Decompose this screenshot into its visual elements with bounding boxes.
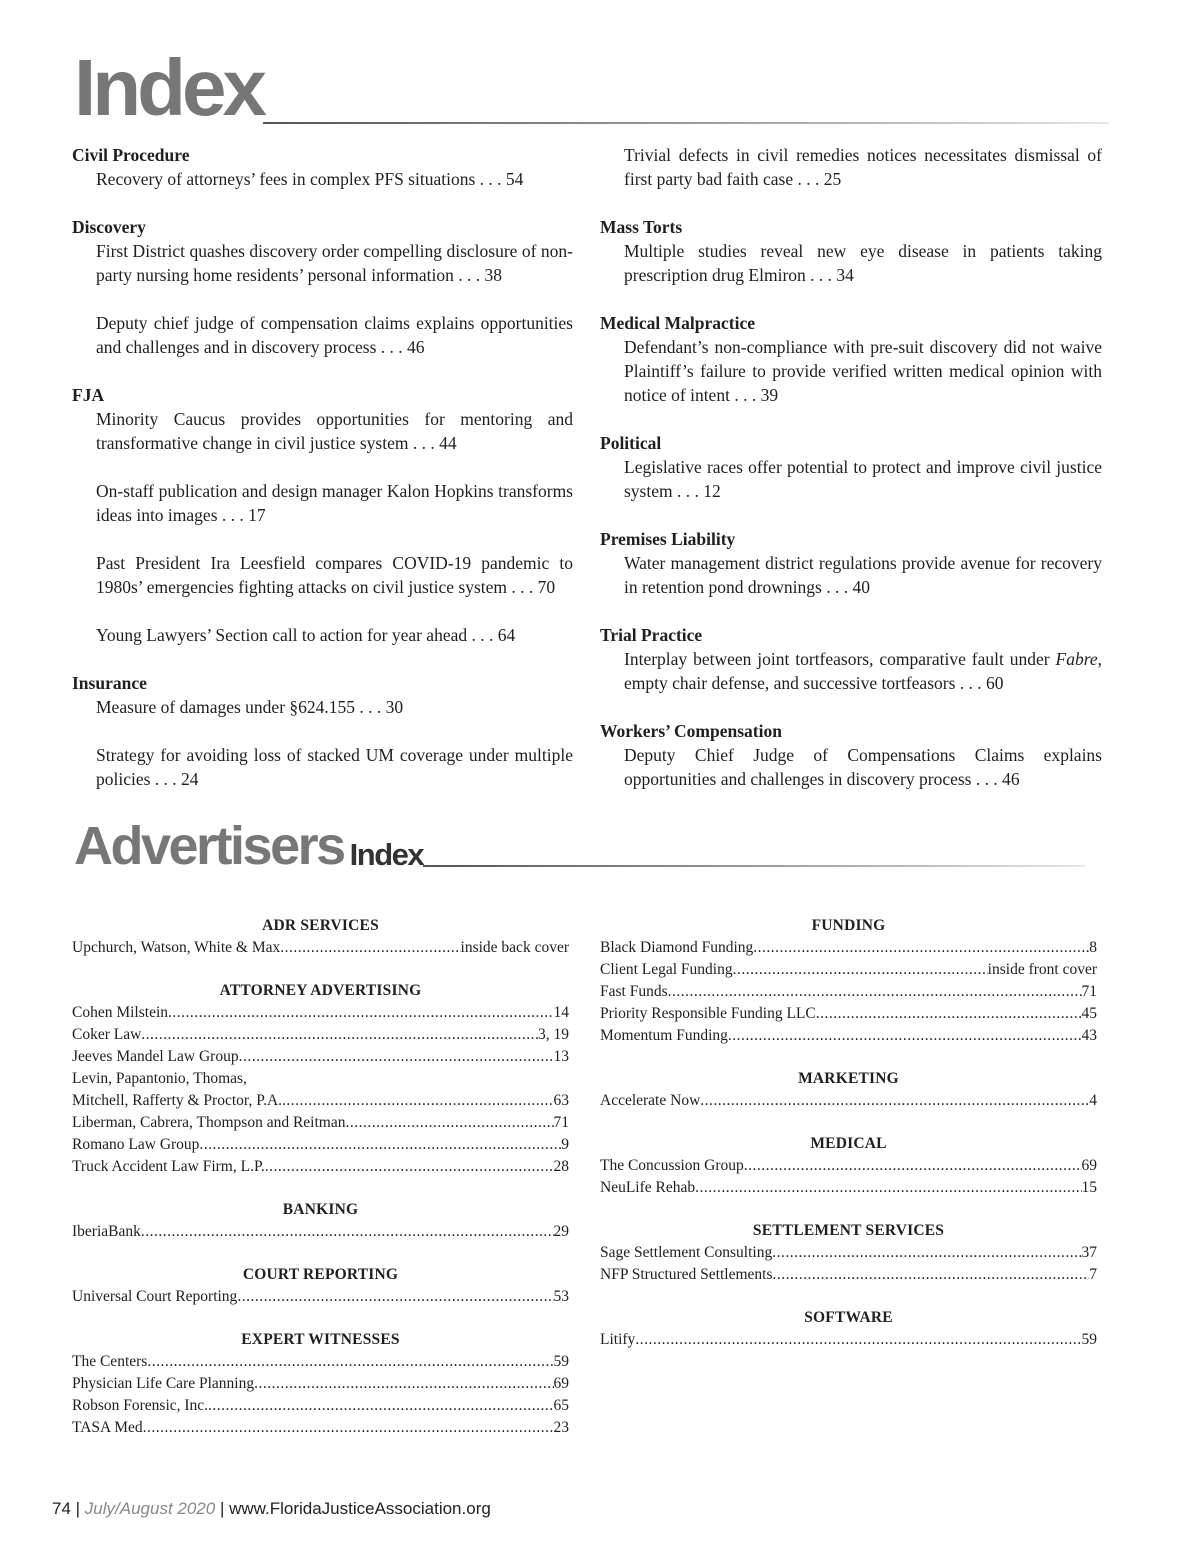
advertiser-name: Universal Court Reporting — [72, 1288, 238, 1305]
advertiser-row — [600, 959, 1097, 981]
advertiser-row — [600, 1329, 1097, 1351]
advertiser-name: Cohen Milstein — [72, 1004, 169, 1021]
dot-leader — [143, 1417, 554, 1439]
advertiser-name: Truck Accident Law Firm, L.P. — [72, 1158, 265, 1175]
advertisers-left-column — [72, 915, 569, 1460]
advertiser-page: 65 — [553, 1397, 569, 1414]
index-category — [600, 143, 1102, 191]
index-entry-text: Deputy Chief Judge of Compensations Claims explains opportunities and challenges in discovery process . . . 46 — [624, 745, 1102, 789]
advertiser-page: 28 — [553, 1158, 569, 1175]
index-entry-text: Strategy for avoiding loss of stacked UM coverage under multiple policies . . . 24 — [96, 745, 573, 789]
index-entry-text: Water management district regulations provide avenue for recovery in retention pond drownings . . . 40 — [624, 553, 1102, 597]
index-category — [600, 431, 1102, 503]
issue-date: July/August 2020 — [84, 1499, 216, 1518]
index-entry — [72, 623, 573, 647]
footer-separator: | — [215, 1499, 230, 1518]
index-entry-text: Past President Ira Leesfield compares COVID-19 pandemic to 1980s’ emergencies fighting attacks on civil justice system . . . 70 — [96, 553, 573, 597]
advertiser-page: 43 — [1081, 1027, 1097, 1044]
advertiser-category-heading: COURT REPORTING — [242, 1266, 399, 1283]
index-title: Index — [74, 43, 263, 132]
index-right-column — [600, 143, 1102, 815]
index-entry — [600, 335, 1102, 407]
dot-leader — [700, 1090, 1089, 1112]
advertiser-row — [72, 1373, 569, 1395]
index-category — [600, 311, 1102, 407]
advertisers-title: Advertisers — [74, 816, 344, 876]
advertiser-category — [600, 1220, 1097, 1286]
advertiser-page: 59 — [1081, 1331, 1097, 1348]
advertiser-category-heading: ATTORNEY ADVERTISING — [219, 982, 422, 999]
index-entry-text: Measure of damages under §624.155 . . . 30 — [96, 697, 404, 717]
dot-leader — [265, 1156, 554, 1178]
index-category-heading: Discovery — [72, 217, 146, 237]
advertiser-page: 63 — [553, 1092, 569, 1109]
website-link[interactable]: www.FloridaJusticeAssociation.org — [229, 1499, 491, 1518]
index-category-heading: FJA — [72, 385, 105, 405]
advertiser-category-heading: BANKING — [282, 1201, 359, 1218]
index-category — [600, 719, 1102, 791]
advertiser-row — [72, 1024, 569, 1046]
advertiser-category — [72, 1199, 569, 1243]
index-entry-text: Trivial defects in civil remedies notices necessitates dismissal of first party bad faith case . . . 25 — [624, 145, 1102, 189]
dot-leader — [199, 1134, 561, 1156]
advertiser-category-heading: EXPERT WITNESSES — [241, 1331, 400, 1348]
advertiser-row — [72, 1134, 569, 1156]
index-entry-text: Young Lawyers’ Section call to action for year ahead . . . 64 — [96, 625, 516, 645]
advertiser-name: Levin, Papantonio, Thomas, — [72, 1070, 247, 1087]
index-entry — [72, 239, 573, 287]
index-category — [600, 215, 1102, 287]
page-number: 74 — [52, 1499, 71, 1518]
advertiser-page: 9 — [561, 1136, 569, 1153]
advertiser-name: Black Diamond Funding — [600, 939, 754, 956]
advertiser-row — [72, 937, 569, 959]
index-category-heading: Mass Torts — [600, 217, 683, 237]
advertiser-row — [72, 1068, 569, 1090]
dot-leader — [728, 1025, 1082, 1047]
advertiser-page: 8 — [1089, 939, 1097, 956]
index-entry-text: Defendant’s non-compliance with pre-suit discovery did not waive Plaintiff’s failure to provide verified written medical opinion with notice of intent . . . 39 — [624, 337, 1102, 405]
index-category — [600, 527, 1102, 599]
advertiser-page: 14 — [553, 1004, 569, 1021]
advertiser-category — [600, 915, 1097, 1047]
advertiser-name: NeuLife Rehab — [600, 1179, 696, 1196]
index-entry-text: Deputy chief judge of compensation claims explains opportunities and challenges and in discovery process . . . 46 — [96, 313, 573, 357]
index-category — [72, 383, 573, 647]
advertiser-category — [72, 1329, 569, 1439]
index-entry — [600, 239, 1102, 287]
advertiser-category-heading: MARKETING — [798, 1070, 899, 1087]
advertiser-name: Priority Responsible Funding LLC — [600, 1005, 816, 1022]
advertiser-name: The Concussion Group — [600, 1157, 744, 1174]
footer-separator: | — [70, 1499, 85, 1518]
advertiser-row — [72, 1156, 569, 1178]
advertiser-row — [72, 1221, 569, 1243]
advertiser-row — [600, 1264, 1097, 1286]
advertiser-name: NFP Structured Settlements — [600, 1266, 773, 1283]
dot-leader — [147, 1351, 553, 1373]
advertiser-page: 45 — [1081, 1005, 1097, 1022]
index-entry — [72, 407, 573, 455]
advertiser-row — [600, 1025, 1097, 1047]
index-category-heading: Workers’ Compensation — [600, 721, 782, 741]
advertiser-page: 37 — [1081, 1244, 1097, 1261]
advertiser-name: Client Legal Funding — [600, 961, 733, 978]
dot-leader — [345, 1112, 553, 1134]
index-title-rule — [263, 122, 1109, 124]
advertiser-category — [600, 1068, 1097, 1112]
advertiser-page: 71 — [1081, 983, 1097, 1000]
dot-leader — [635, 1329, 1081, 1351]
advertiser-name: Upchurch, Watson, White & Max — [72, 939, 281, 956]
advertiser-row — [72, 1351, 569, 1373]
dot-leader — [772, 1242, 1081, 1264]
index-title-row — [74, 43, 1109, 132]
advertiser-page: 29 — [553, 1223, 569, 1240]
advertiser-category-heading: ADR SERVICES — [262, 917, 379, 934]
advertiser-category — [600, 1133, 1097, 1199]
advertiser-page: 15 — [1081, 1179, 1097, 1196]
advertiser-name: Fast Funds — [600, 983, 668, 1000]
index-left-column — [72, 143, 573, 815]
index-entry-text: First District quashes discovery order compelling disclosure of non-party nursing home residents’ personal information . . . 38 — [96, 241, 573, 285]
advertisers-right-column — [600, 915, 1097, 1372]
index-category-heading: Medical Malpractice — [600, 313, 756, 333]
advertiser-row — [600, 1003, 1097, 1025]
advertiser-category — [72, 1264, 569, 1308]
advertiser-category-heading: SETTLEMENT SERVICES — [752, 1222, 945, 1239]
index-entry — [600, 743, 1102, 791]
dot-leader — [280, 937, 460, 959]
advertiser-name: Liberman, Cabrera, Thompson and Reitman — [72, 1114, 346, 1131]
advertiser-category-heading: SOFTWARE — [804, 1309, 893, 1326]
advertiser-name: The Centers — [72, 1353, 148, 1370]
advertiser-row — [72, 1395, 569, 1417]
dot-leader — [168, 1002, 553, 1024]
index-category-heading: Insurance — [72, 673, 147, 693]
index-category — [72, 215, 573, 359]
index-category-heading: Civil Procedure — [72, 145, 190, 165]
dot-leader — [208, 1395, 553, 1417]
index-entry — [72, 311, 573, 359]
advertiser-name: Robson Forensic, Inc. — [72, 1397, 209, 1414]
advertiser-name: Momentum Funding — [600, 1027, 728, 1044]
advertiser-row — [600, 1090, 1097, 1112]
index-category — [600, 623, 1102, 695]
advertiser-page: 53 — [553, 1288, 569, 1305]
index-entry — [72, 743, 573, 791]
index-entry-text: On-staff publication and design manager Kalon Hopkins transforms ideas into images . . . 17 — [96, 481, 573, 525]
advertiser-name: Litify — [600, 1331, 636, 1348]
advertiser-name: Romano Law Group — [72, 1136, 200, 1153]
index-entry — [600, 551, 1102, 599]
index-entry-text: Minority Caucus provides opportunities for mentoring and transformative change in civil justice system . . . 44 — [96, 409, 573, 453]
advertiser-name: Accelerate Now — [600, 1092, 701, 1109]
index-entry — [72, 479, 573, 527]
advertiser-page: 3, 19 — [538, 1026, 569, 1043]
advertiser-row — [600, 1242, 1097, 1264]
advertiser-category — [72, 980, 569, 1178]
index-category — [72, 143, 573, 191]
dot-leader — [141, 1221, 554, 1243]
index-category-heading: Trial Practice — [600, 625, 703, 645]
index-entry — [72, 167, 573, 191]
index-entry-text: , empty chair defense, and successive tortfeasors . . . 60 — [624, 649, 1102, 693]
advertiser-page: 59 — [553, 1353, 569, 1370]
advertiser-category-heading: MEDICAL — [810, 1135, 887, 1152]
advertiser-row — [72, 1046, 569, 1068]
advertiser-page: 4 — [1089, 1092, 1097, 1109]
dot-leader — [254, 1373, 553, 1395]
advertiser-row — [600, 1177, 1097, 1199]
dot-leader — [733, 959, 988, 981]
advertiser-row — [72, 1417, 569, 1439]
dot-leader — [668, 981, 1082, 1003]
index-entry — [72, 695, 573, 719]
advertiser-page: 23 — [553, 1419, 569, 1436]
index-entry-text: Multiple studies reveal new eye disease in patients taking prescription drug Elmiron . . . 34 — [624, 241, 1102, 285]
advertiser-category-heading: FUNDING — [811, 917, 886, 934]
index-category — [72, 671, 573, 791]
advertiser-name: Sage Settlement Consulting — [600, 1244, 773, 1261]
advertiser-row — [600, 981, 1097, 1003]
advertiser-row — [72, 1286, 569, 1308]
dot-leader — [282, 1090, 553, 1112]
advertisers-subtitle: Index — [349, 837, 424, 872]
index-entry-italic: Fabre — [1055, 649, 1098, 669]
dot-leader — [239, 1046, 554, 1068]
advertiser-row — [600, 937, 1097, 959]
index-entry — [600, 455, 1102, 503]
advertiser-category — [600, 1307, 1097, 1351]
index-category-heading: Political — [600, 433, 662, 453]
advertiser-page: 7 — [1089, 1266, 1097, 1283]
page-footer — [52, 1499, 491, 1519]
dot-leader — [141, 1024, 538, 1046]
advertiser-row — [72, 1002, 569, 1024]
advertiser-name: TASA Med — [72, 1419, 143, 1436]
advertiser-name: Jeeves Mandel Law Group — [72, 1048, 239, 1065]
dot-leader — [237, 1286, 553, 1308]
index-entry-text: Recovery of attorneys’ fees in complex PFS situations . . . 54 — [96, 169, 524, 189]
advertiser-row — [72, 1090, 569, 1112]
dot-leader — [773, 1264, 1090, 1286]
advertisers-title-rule — [423, 865, 1085, 867]
index-entry — [600, 647, 1102, 695]
advertiser-page: inside back cover — [460, 939, 569, 956]
dot-leader — [744, 1155, 1082, 1177]
advertiser-page: inside front cover — [987, 961, 1097, 978]
advertiser-page: 69 — [1081, 1157, 1097, 1174]
advertiser-row — [600, 1155, 1097, 1177]
index-entry-text: Interplay between joint tortfeasors, comparative fault under — [624, 649, 1056, 669]
advertiser-row — [72, 1112, 569, 1134]
advertiser-name: Mitchell, Rafferty & Proctor, P.A. — [72, 1092, 283, 1109]
index-category-heading: Premises Liability — [600, 529, 736, 549]
advertiser-category — [72, 915, 569, 959]
advertiser-name: Coker Law — [72, 1026, 142, 1043]
index-entry — [600, 143, 1102, 191]
advertiser-page: 69 — [553, 1375, 569, 1392]
advertiser-page: 71 — [553, 1114, 569, 1131]
index-entry-text: Legislative races offer potential to protect and improve civil justice system . . . 12 — [624, 457, 1102, 501]
advertiser-name: IberiaBank — [72, 1223, 141, 1240]
advertiser-page: 13 — [553, 1048, 569, 1065]
dot-leader — [816, 1003, 1082, 1025]
dot-leader — [695, 1177, 1081, 1199]
dot-leader — [753, 937, 1089, 959]
advertiser-name: Physician Life Care Planning — [72, 1375, 255, 1392]
index-entry — [72, 551, 573, 599]
advertisers-title-row — [74, 816, 1085, 876]
